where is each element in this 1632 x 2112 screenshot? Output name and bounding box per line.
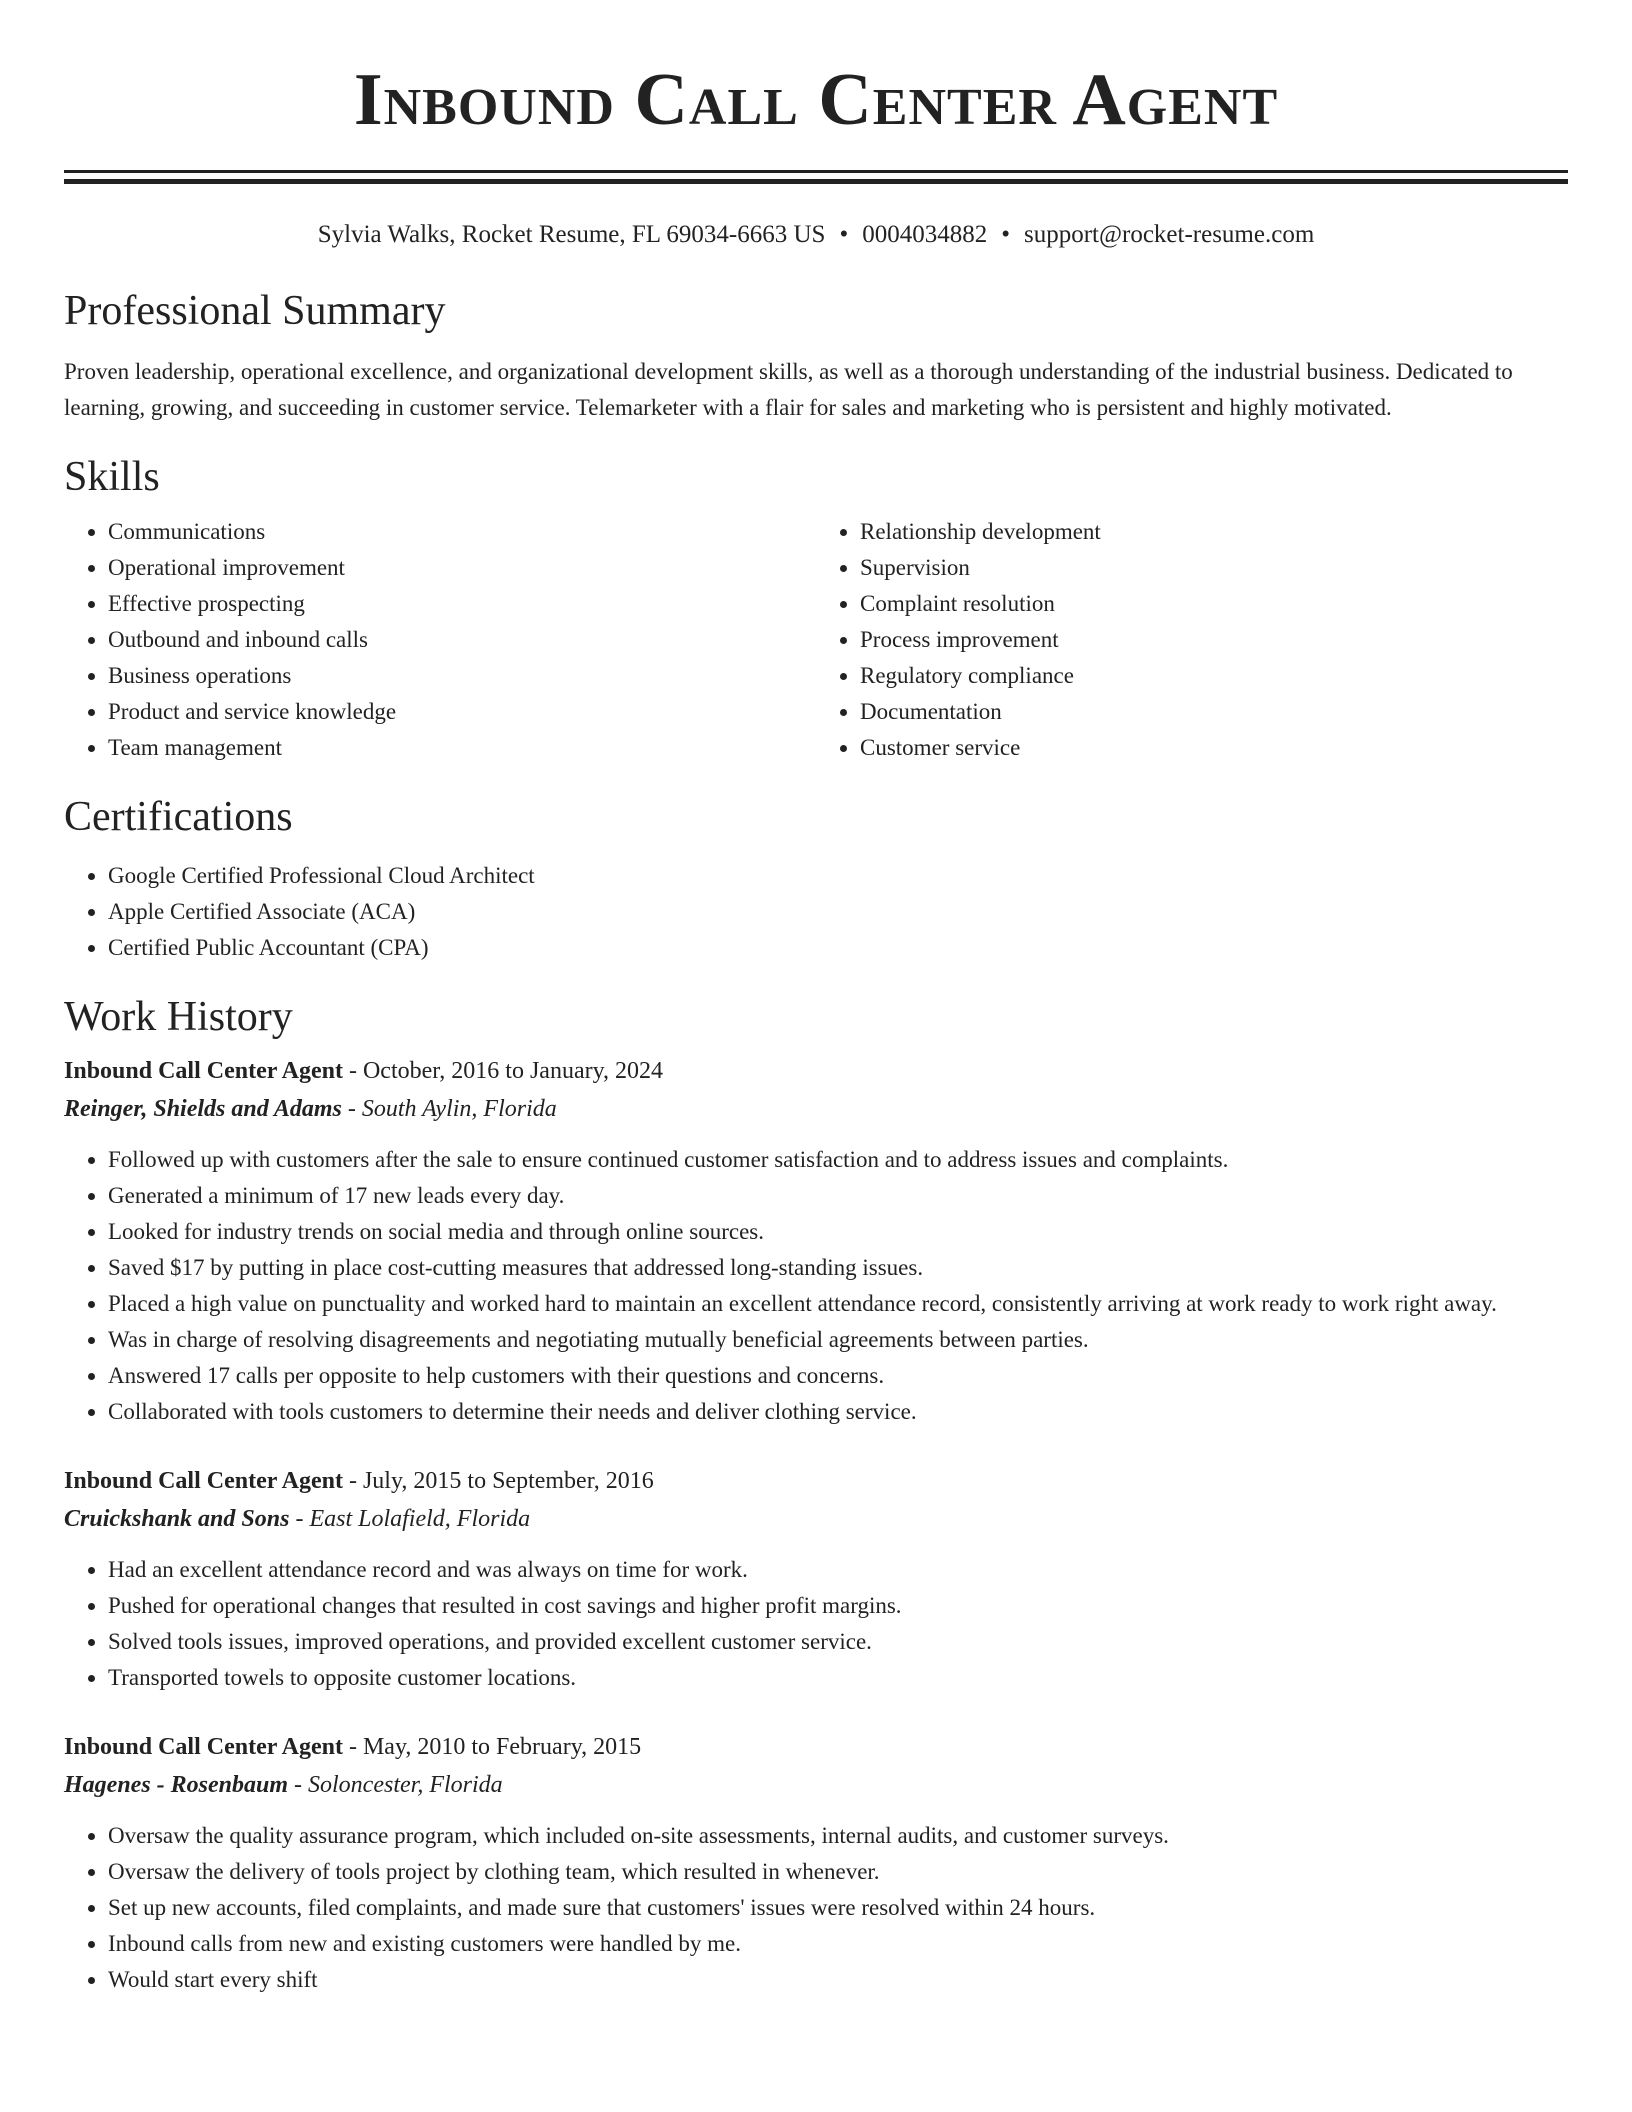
job-title: Inbound Call Center Agent (64, 1468, 343, 1494)
job-company-line: Cruickshank and Sons - East Lolafield, Florida (64, 1506, 531, 1532)
skill-item: • Documentation (860, 694, 1568, 730)
job-dates: October, 2016 to January, 2024 (362, 1058, 664, 1084)
job-entry (64, 1052, 1568, 1430)
skill-item: • Outbound and inbound calls (108, 622, 816, 658)
skill-item: • Complaint resolution (860, 586, 1568, 622)
job-heading: Inbound Call Center Agent - May, 2010 to February, 2015 (64, 1734, 642, 1760)
skill-item: • Customer service (860, 730, 1568, 766)
job-dates: May, 2010 to February, 2015 (362, 1734, 642, 1760)
contact-separator: • (1001, 221, 1010, 248)
job-bullet: • Inbound calls from new and existing customers were handled by me. (108, 1926, 1568, 1962)
job-bullet: • Oversaw the quality assurance program, which included on-site assessments, internal audits, and customer surveys. (108, 1818, 1568, 1854)
skill-item: • Communications (108, 514, 816, 550)
job-company: Cruickshank and Sons (64, 1506, 290, 1532)
skill-item: • Operational improvement (108, 550, 816, 586)
job-bullet: • Oversaw the delivery of tools project by clothing team, which resulted in whenever. (108, 1854, 1568, 1890)
resume-title: Inbound Call Center Agent (353, 59, 1279, 141)
summary-heading: Professional Summary (64, 288, 446, 334)
job-company-line: Hagenes - Rosenbaum - Soloncester, Florida (64, 1772, 503, 1798)
job-bullet: • Pushed for operational changes that resulted in cost savings and higher profit margins. (108, 1588, 1568, 1624)
skill-item: • Team management (108, 730, 816, 766)
job-bullet: • Set up new accounts, filed complaints, and made sure that customers' issues were resolved within 24 hours. (108, 1890, 1568, 1926)
job-company: Hagenes - Rosenbaum (64, 1772, 289, 1798)
skill-item: • Regulatory compliance (860, 658, 1568, 694)
certifications-list (64, 858, 1568, 966)
job-heading: Inbound Call Center Agent - October, 2016 to January, 2024 (64, 1058, 664, 1084)
certifications-heading: Certifications (64, 794, 293, 840)
job-bullet: • Answered 17 calls per opposite to help customers with their questions and concerns. (108, 1358, 1568, 1394)
job-bullet: • Saved $17 by putting in place cost-cutting measures that addressed long-standing issues. (108, 1250, 1568, 1286)
job-location: East Lolafield, Florida (309, 1506, 531, 1532)
job-location: South Aylin, Florida (361, 1096, 557, 1122)
job-bullet: • Looked for industry trends on social media and through online sources. (108, 1214, 1568, 1250)
contact-email[interactable]: support@rocket-resume.com (1023, 221, 1315, 248)
skill-item: • Effective prospecting (108, 586, 816, 622)
job-dates: July, 2015 to September, 2016 (362, 1468, 654, 1494)
job-company-line: Reinger, Shields and Adams - South Aylin, Florida (64, 1096, 557, 1122)
skills-list-left (64, 514, 816, 766)
contact-line (64, 220, 1568, 250)
work-history-heading: Work History (64, 994, 293, 1040)
job-entry (64, 1728, 1568, 1998)
contact-address: Sylvia Walks, Rocket Resume, FL 69034-6663 US (317, 221, 826, 248)
job-location: Soloncester, Florida (308, 1772, 503, 1798)
job-bullet: • Generated a minimum of 17 new leads every day. (108, 1178, 1568, 1214)
skills-columns (64, 514, 1568, 766)
summary-text: Proven leadership, operational excellence, and organizational development skills, as well as a thorough understanding of the industrial business. Dedicated to learning, growing, and succeeding in customer service. Telemarketer with a flair for sales and marketing who is persistent and highly motivated. (64, 359, 1513, 420)
certification-item: • Certified Public Accountant (CPA) (108, 930, 1568, 966)
job-bullet: • Collaborated with tools customers to determine their needs and deliver clothing service. (108, 1394, 1568, 1430)
skill-item: • Supervision (860, 550, 1568, 586)
title-divider-thick (64, 179, 1568, 184)
skill-item: • Relationship development (860, 514, 1568, 550)
job-entry (64, 1462, 1568, 1696)
job-bullet: • Placed a high value on punctuality and worked hard to maintain an excellent attendance record, consistently arriving at work ready to work right away. (108, 1286, 1568, 1322)
job-bullet: • Would start every shift (108, 1962, 1568, 1998)
skill-item: • Business operations (108, 658, 816, 694)
contact-separator: • (839, 221, 849, 248)
certification-item: • Google Certified Professional Cloud Architect (108, 858, 1568, 894)
job-bullets (64, 1818, 1568, 1998)
job-bullet: • Solved tools issues, improved operations, and provided excellent customer service. (108, 1624, 1568, 1660)
job-bullets (64, 1142, 1568, 1430)
skills-heading: Skills (64, 454, 160, 500)
job-heading: Inbound Call Center Agent - July, 2015 to September, 2016 (64, 1468, 654, 1494)
job-bullet: • Had an excellent attendance record and was always on time for work. (108, 1552, 1568, 1588)
job-title: Inbound Call Center Agent (64, 1734, 343, 1760)
skill-item: • Process improvement (860, 622, 1568, 658)
job-company: Reinger, Shields and Adams (64, 1096, 342, 1122)
title-divider (64, 170, 1568, 173)
skills-list-right (816, 514, 1568, 766)
skill-item: • Product and service knowledge (108, 694, 816, 730)
job-bullets (64, 1552, 1568, 1696)
certification-item: • Apple Certified Associate (ACA) (108, 894, 1568, 930)
job-title: Inbound Call Center Agent (64, 1058, 343, 1084)
contact-phone: 0004034882 (862, 221, 988, 248)
job-bullet: • Was in charge of resolving disagreements and negotiating mutually beneficial agreements between parties. (108, 1322, 1568, 1358)
job-bullet: • Transported towels to opposite customer locations. (108, 1660, 1568, 1696)
job-bullet: • Followed up with customers after the sale to ensure continued customer satisfaction and to address issues and complaints. (108, 1142, 1568, 1178)
